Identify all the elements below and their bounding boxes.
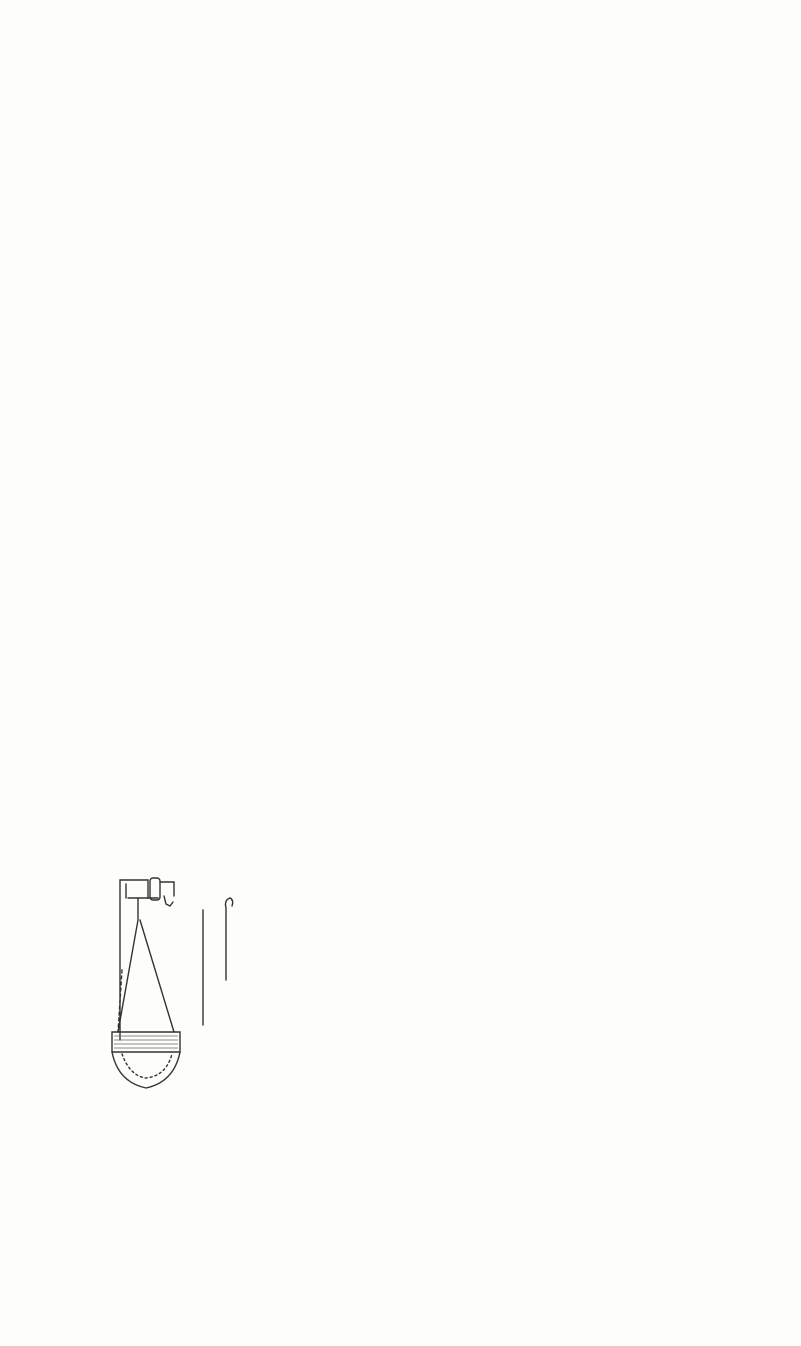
platinum-wire-holder-drawing bbox=[100, 850, 240, 1090]
page-header bbox=[0, 58, 801, 98]
figure-7-platinum-wire bbox=[100, 850, 240, 1090]
